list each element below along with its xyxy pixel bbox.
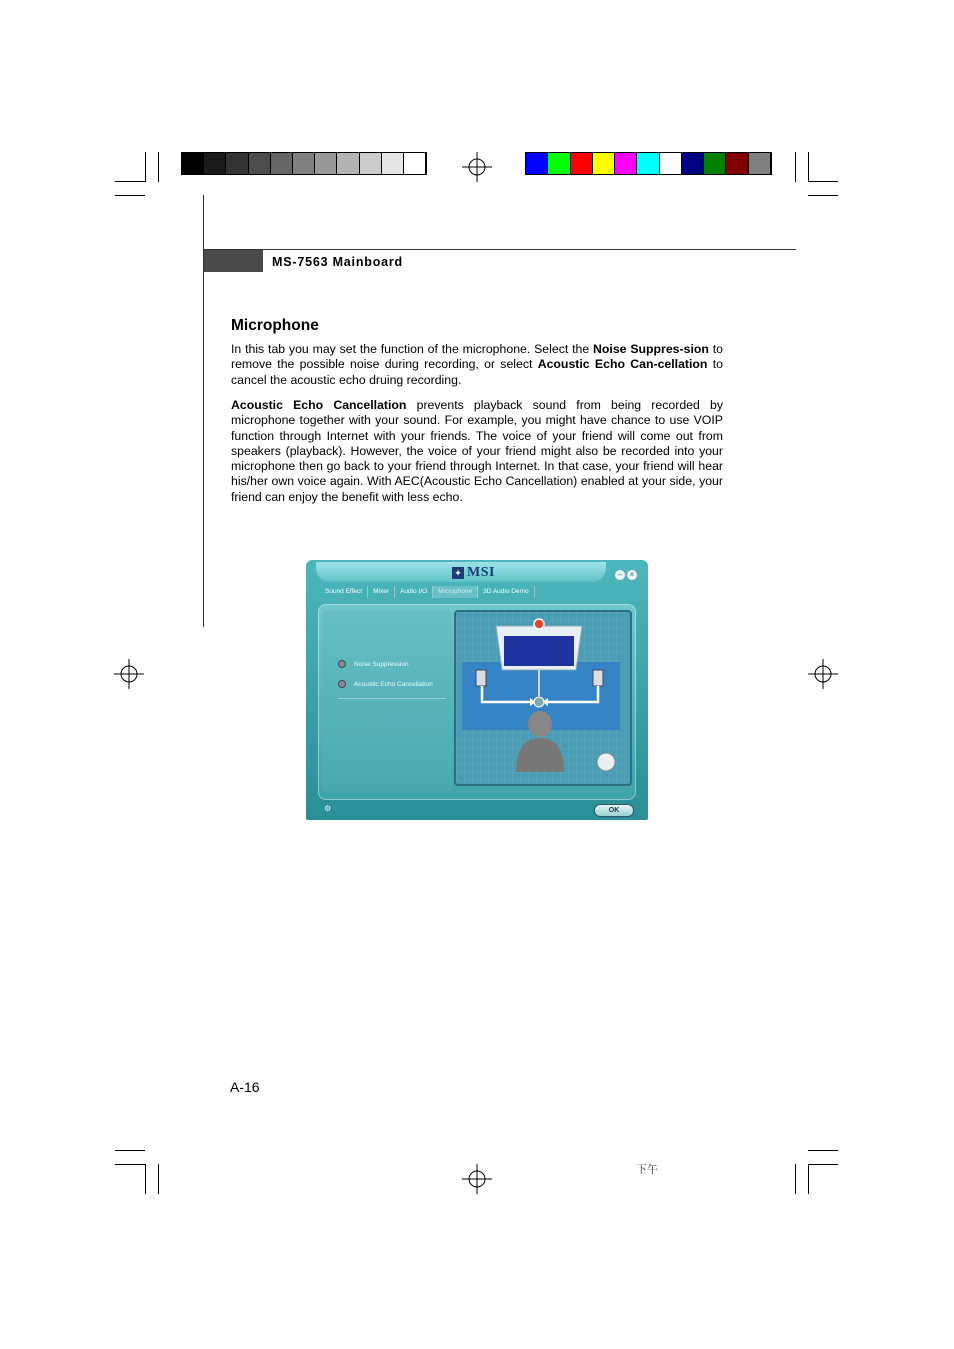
text-run: prevents playback sound from being recorded by microphone together with your sound. For example, you might have chance to use VOIP function through Internet with your friends. The voice of your friend will come out from speakers (playback). However, the voice of your friend might also be recorded into your microphone then go back to your friend through Internet. In that case, your friend will hear his/her own voice again. With AEC(Acoustic Echo Cancellation) enabled at your side, your friend can enjoy the benefit with less echo. bbox=[231, 398, 723, 504]
header-rule bbox=[204, 249, 796, 250]
calibration-swatch bbox=[360, 153, 382, 174]
bold-term: Noise Suppres-sion bbox=[593, 342, 709, 356]
help-icon[interactable]: ⚙ bbox=[324, 804, 332, 813]
acoustic-echo-cancellation-option[interactable] bbox=[338, 680, 433, 688]
tab-sound-effect[interactable]: Sound Effect bbox=[320, 586, 368, 598]
calibration-swatch bbox=[615, 153, 637, 174]
echo-demo-illustration bbox=[454, 610, 632, 786]
bold-term: Acoustic Echo Can-cellation bbox=[537, 357, 708, 372]
calibration-swatch bbox=[660, 153, 682, 174]
calibration-swatch bbox=[293, 153, 315, 174]
left-margin-rule bbox=[203, 195, 204, 627]
echo-demo-graphic bbox=[456, 612, 630, 784]
calibration-swatch bbox=[526, 153, 548, 174]
text-run: to cancel the acoustic echo druing recording. bbox=[231, 357, 723, 387]
msi-logo-icon: ✦ bbox=[452, 567, 464, 579]
app-tabs bbox=[320, 586, 535, 598]
header-tab-block bbox=[204, 250, 263, 272]
color-calibration-bar bbox=[525, 152, 772, 175]
calibration-swatch bbox=[682, 153, 704, 174]
header-title: MS-7563 Mainboard bbox=[272, 255, 403, 269]
option-divider bbox=[338, 698, 446, 699]
calibration-swatch bbox=[571, 153, 593, 174]
tab-audio-i-o[interactable]: Audio I/O bbox=[395, 586, 433, 598]
calibration-swatch bbox=[315, 153, 337, 174]
calibration-swatch bbox=[271, 153, 293, 174]
registration-mark-bottom bbox=[462, 1164, 492, 1194]
tab-mixer[interactable]: Mixer bbox=[368, 586, 395, 598]
app-titlebar bbox=[316, 562, 606, 582]
calibration-swatch bbox=[593, 153, 615, 174]
radio-icon[interactable] bbox=[338, 660, 346, 668]
tab-3d-audio-demo[interactable]: 3D Audio Demo bbox=[478, 586, 535, 598]
calibration-swatch bbox=[204, 153, 226, 174]
msi-logo-text: MSI bbox=[467, 565, 495, 580]
option-label: Noise Suppression bbox=[354, 660, 409, 668]
text-run: In this tab you may set the function of the microphone. Select the bbox=[231, 342, 594, 356]
tab-microphone[interactable]: Microphone bbox=[433, 586, 478, 598]
calibration-swatch bbox=[226, 153, 248, 174]
calibration-swatch bbox=[249, 153, 271, 174]
grayscale-calibration-bar bbox=[181, 152, 427, 175]
calibration-swatch bbox=[749, 153, 771, 174]
calibration-swatch bbox=[548, 153, 570, 174]
registration-mark-left bbox=[114, 659, 144, 689]
bold-term: Acoustic Echo Cancellation bbox=[231, 398, 407, 412]
calibration-swatch bbox=[726, 153, 748, 174]
calibration-swatch bbox=[182, 153, 204, 174]
close-icon[interactable]: × bbox=[626, 569, 638, 581]
calibration-swatch bbox=[637, 153, 659, 174]
microphone-panel bbox=[318, 604, 636, 800]
registration-mark-top bbox=[462, 152, 492, 182]
calibration-swatch bbox=[337, 153, 359, 174]
registration-mark-right bbox=[808, 659, 838, 689]
page-number: A-16 bbox=[230, 1079, 260, 1095]
aec-paragraph bbox=[231, 398, 723, 505]
microphone-options bbox=[322, 610, 452, 792]
minimize-icon[interactable]: – bbox=[614, 569, 626, 581]
text-run: to remove the possible noise during recording, or select bbox=[231, 342, 723, 372]
intro-paragraph bbox=[231, 342, 723, 388]
section-title: Microphone bbox=[231, 317, 319, 334]
msi-logo bbox=[452, 565, 495, 581]
footer-mark: 下午 bbox=[636, 1163, 658, 1176]
option-label: Acoustic Echo Cancellation bbox=[354, 680, 433, 688]
radio-icon[interactable] bbox=[338, 680, 346, 688]
noise-suppression-option[interactable] bbox=[338, 660, 409, 668]
audio-app-window bbox=[306, 560, 648, 820]
ok-button[interactable]: OK bbox=[594, 804, 634, 817]
calibration-swatch bbox=[704, 153, 726, 174]
calibration-swatch bbox=[382, 153, 404, 174]
calibration-swatch bbox=[404, 153, 426, 174]
